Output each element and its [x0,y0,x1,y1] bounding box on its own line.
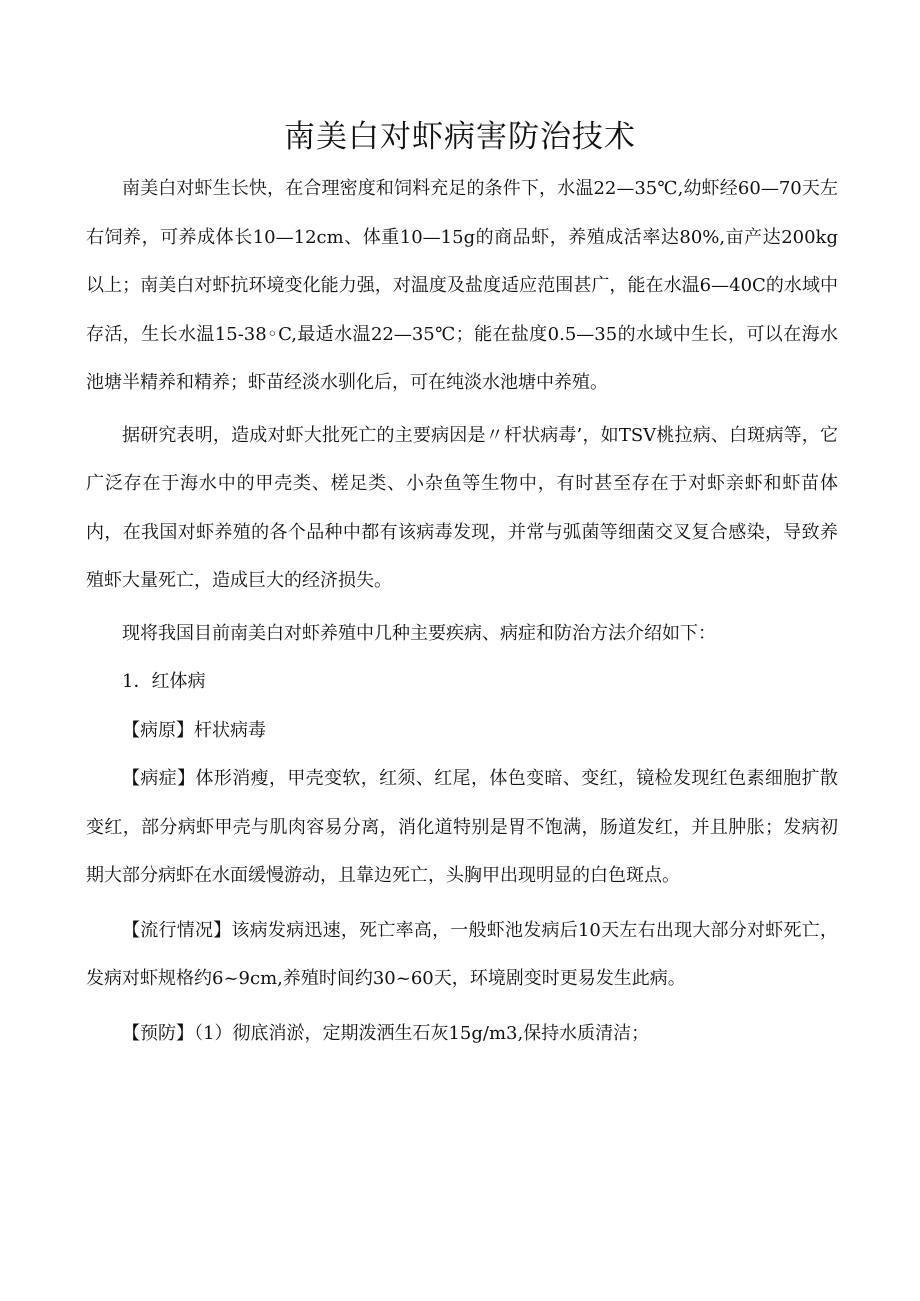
paragraph-prevention: 【预防】（1）彻底消淤，定期泼洒生石灰15g/m3,保持水质清洁； [122,1022,650,1044]
paragraph-overview: 现将我国目前南美白对虾养殖中几种主要疾病、病症和防治方法介绍如下： [122,622,716,644]
document-title: 南美白对虾病害防治技术 [284,119,636,155]
paragraph-symptoms: 【病症】体形消瘦，甲壳变软，红须、红尾，体色变暗、变红，镜检发现红色素细胞扩散变红，部分病虾甲壳与肌肉容易分离，消化道特别是胃不饱满，肠道发红，并且肿胀；发病初期大部分病虾在水面缓慢游动，且靠边死亡，头胸甲出现明显的白色斑点。 [86,768,838,886]
document-body [86,165,838,1058]
section-heading-red-body-disease: 1．红体病 [122,671,206,692]
paragraph-pathogen: 【病原】杆状病毒 [122,719,266,741]
paragraph-cause: 据研究表明，造成对虾大批死亡的主要病因是〃杆状病毒’，如TSV桃拉病、白斑病等，它广泛存在于海水中的甲壳类、槎足类、小杂鱼等生物中，有时甚至存在于对虾亲虾和虾苗体内，在我国对虾养殖的各个品种中都有该病毒发现，并常与弧菌等细菌交叉复合感染，导致养殖虾大量死亡，造成巨大的经济损失。 [86,424,838,591]
paragraph-epidemic: 【流行情况】该病发病迅速，死亡率高，一般虾池发病后10天左右出现大部分对虾死亡，发病对虾规格约6~9cm,养殖时间约30~60天，环境剧变时更易发生此病。 [86,919,838,989]
paragraph-intro: 南美白对虾生长快，在合理密度和饲料充足的条件下，水温22—35℃,幼虾经60—70天左右饲养，可养成体长10—12cm、体重10—15g的商品虾，养殖成活率达80%,亩产达200kg以上；南美白对虾抗环境变化能力强，对温度及盐度适应范围甚广，能在水温6—40C的水域中存活，生长水温15-38◦C,最适水温22—35℃；能在盐度0.5—35的水域中生长，可以在海水池塘半精养和精养；虾苗经淡水驯化后，可在纯淡水池塘中养殖。 [86,178,838,393]
